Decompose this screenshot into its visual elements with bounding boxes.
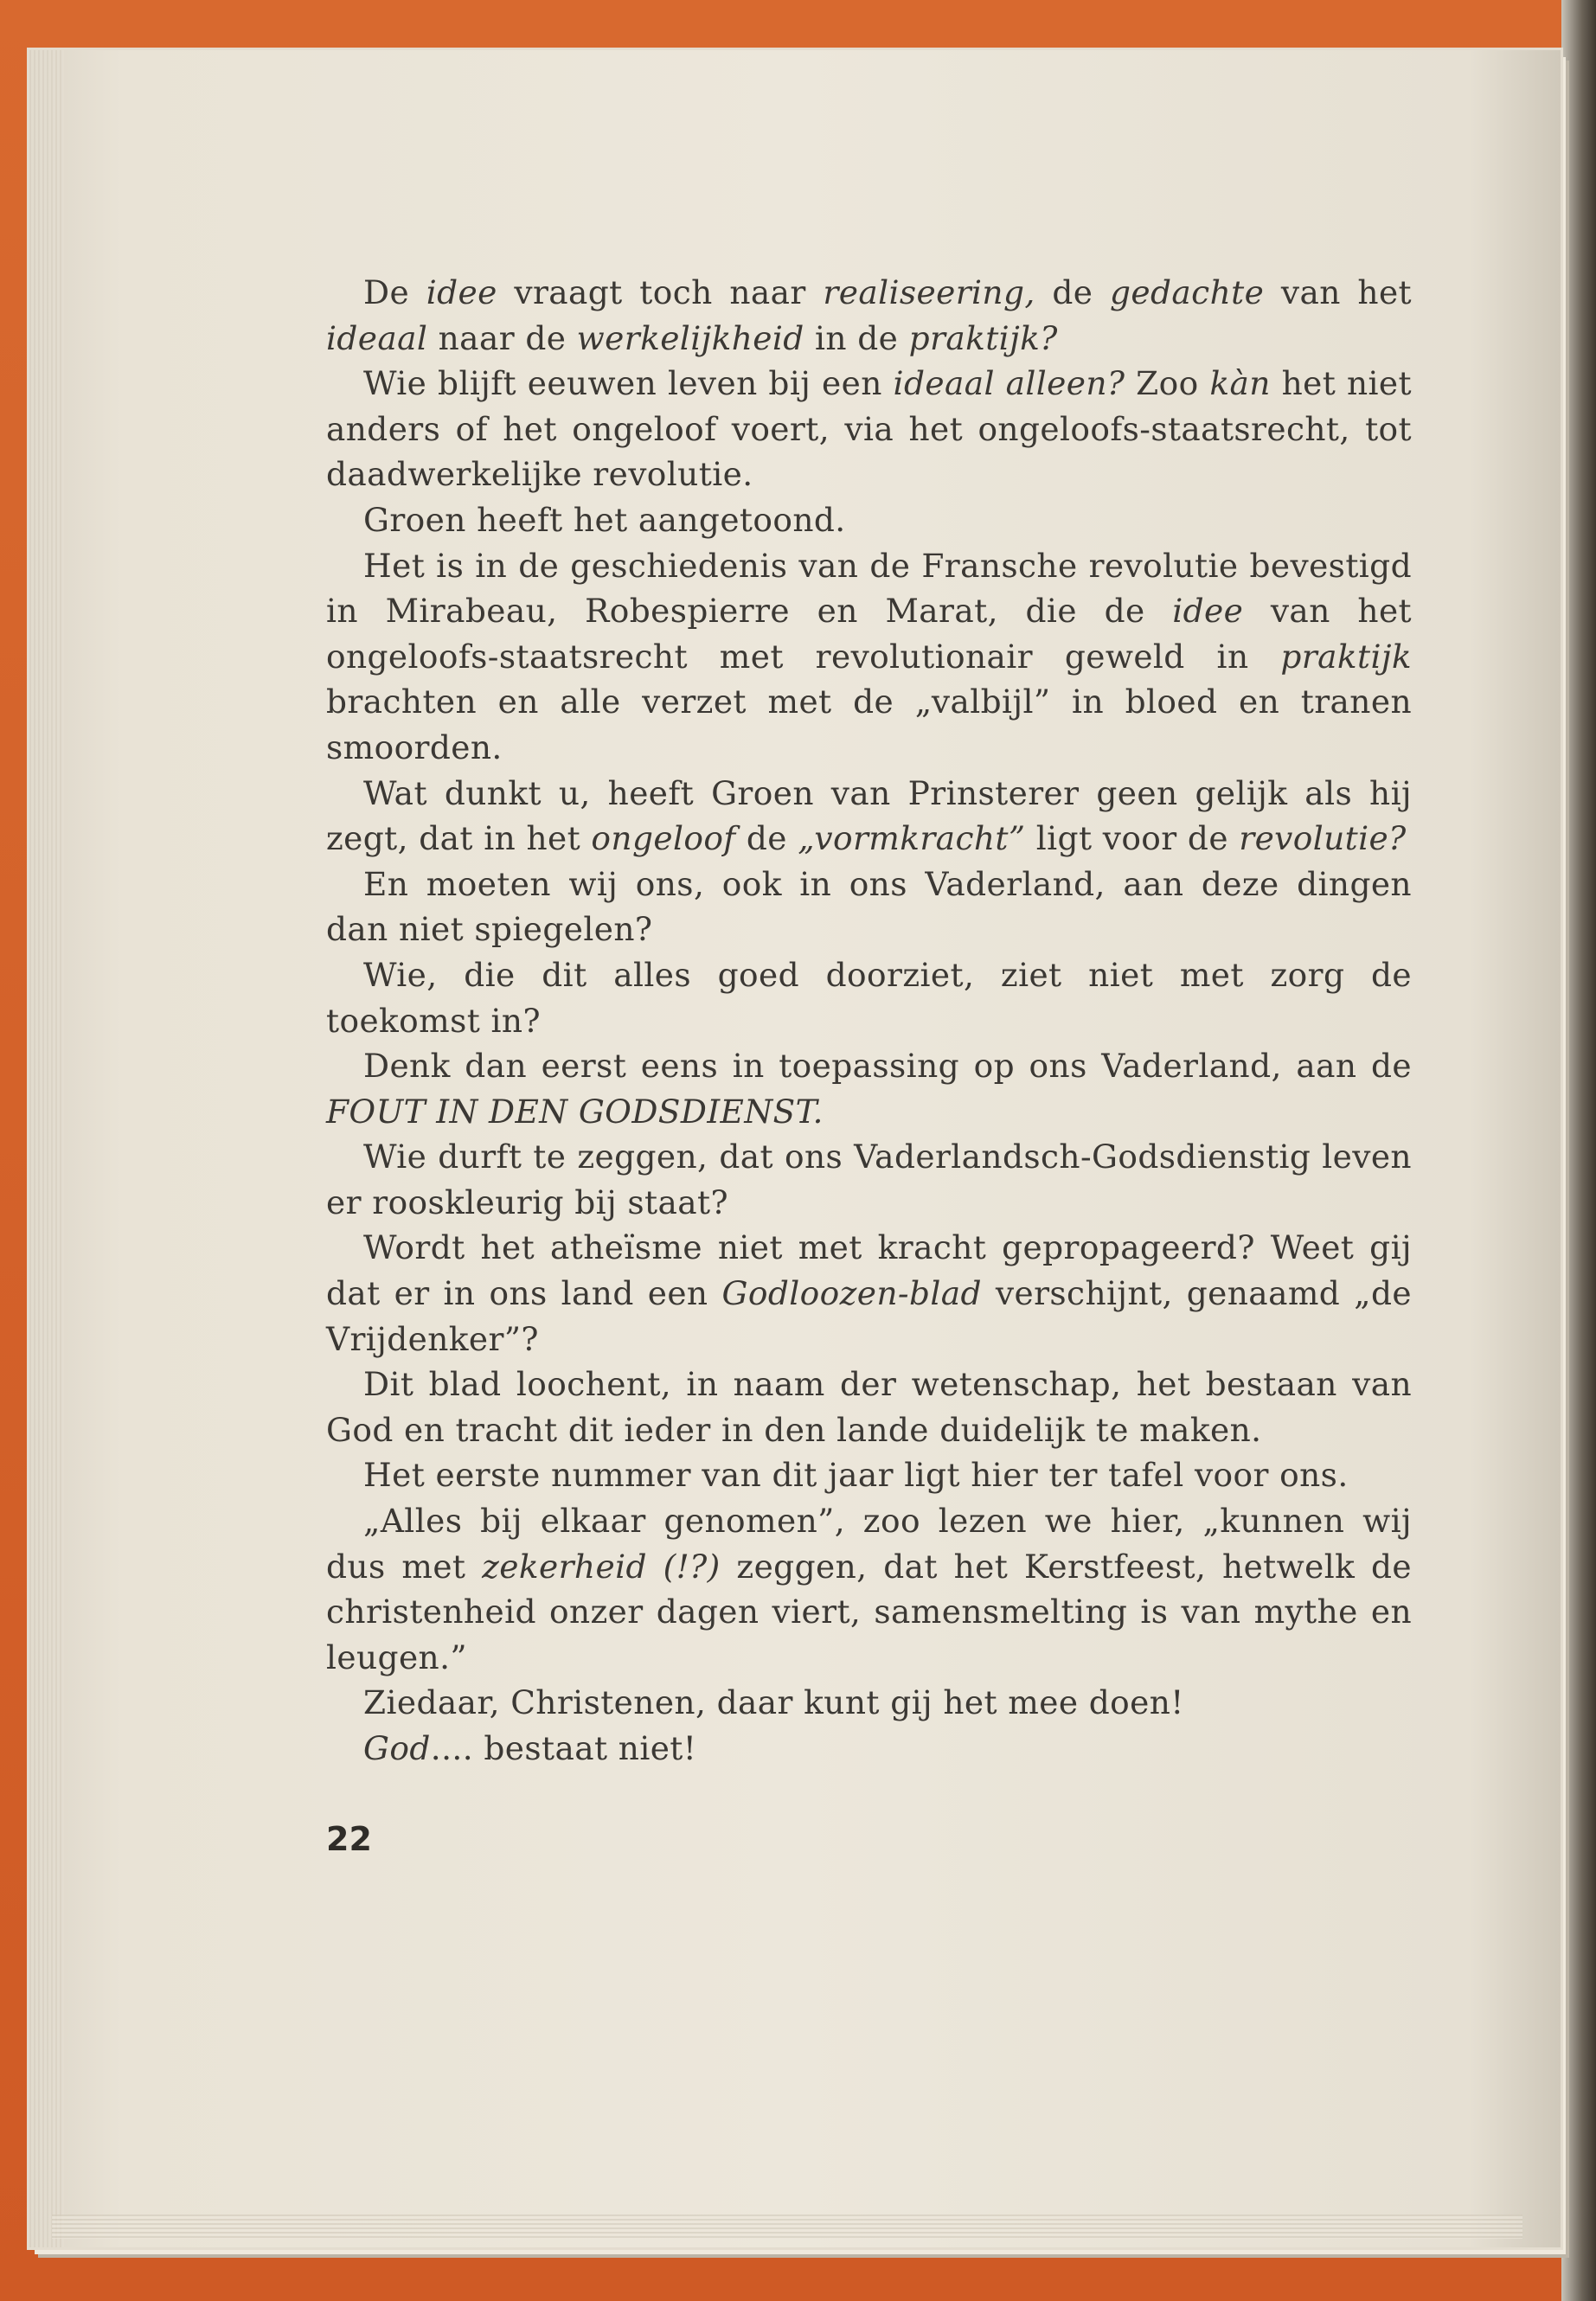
body-text: [326, 270, 1412, 1772]
text-run: naar de: [427, 318, 577, 357]
italic-run: God: [363, 1729, 431, 1767]
paragraph: [326, 1726, 1412, 1772]
paragraph: [326, 1452, 1412, 1498]
italic-run: realiseering,: [823, 273, 1035, 311]
text-run: Groen heeft het aangetoond.: [363, 500, 846, 539]
italic-run: praktijk?: [908, 318, 1058, 357]
text-run: Wie blijft eeuwen leven bij een: [363, 364, 894, 403]
text-run: Denk dan eerst eens in toepassing op ons Vaderland, aan de: [363, 1047, 1412, 1086]
paragraph: [326, 1498, 1412, 1680]
italic-run: ongeloof: [591, 819, 736, 858]
text-run: het niet anders of het ongeloof voert, via het ongeloofs-staatsrecht, tot daadwerkelijke revolutie.: [326, 364, 1412, 494]
text-run: van het ongeloofs-staatsrecht met revolutionair geweld in: [326, 592, 1413, 676]
paragraph: [326, 1362, 1412, 1452]
text-run: Ziedaar, Christenen, daar kunt gij het mee doen!: [363, 1683, 1184, 1722]
text-run: Zoo: [1125, 364, 1210, 403]
italic-run: revolutie?: [1239, 819, 1407, 858]
italic-run: praktijk: [1280, 637, 1412, 676]
text-run: En moeten wij ons, ook in ons Vaderland, aan deze dingen dan niet spiegelen?: [326, 864, 1412, 949]
text-run: Het eerste nummer van dit jaar ligt hier ter tafel voor ons.: [363, 1456, 1349, 1495]
italic-run: ideaal alleen?: [893, 364, 1125, 403]
text-run: brachten en alle verzet met de „valbijl” in bloed en tranen smoorden.: [326, 683, 1412, 766]
italic-run: idee: [426, 273, 497, 311]
italic-run: werkelijkheid: [576, 318, 804, 357]
text-run: „Alles bij elkaar genomen”, zoo lezen we hier, „kunnen wij dus met: [326, 1502, 1412, 1586]
paragraph: [326, 862, 1412, 952]
paragraph: [326, 497, 1412, 543]
italic-run: ideaal: [326, 318, 428, 357]
paragraph: [326, 1680, 1412, 1726]
text-run: de: [735, 819, 798, 858]
paragraph: [326, 543, 1412, 771]
text-run: zeggen, dat het Kerstfeest, hetwelk de christenheid onzer dagen viert, samensmelting is van mythe en leugen.”: [326, 1547, 1413, 1676]
italic-run: idee: [1172, 592, 1244, 631]
text-run: Wie durft te zeggen, dat ons Vaderlandsch-Godsdienstig leven er rooskleurig bij staat?: [326, 1138, 1412, 1221]
text-run: Wordt het atheïsme niet met kracht gepropageerd? Weet gij dat er in ons land een: [326, 1228, 1412, 1313]
italic-run: „vormkracht”: [798, 819, 1026, 858]
text-run: Wie, die dit alles goed doorziet, ziet niet met zorg de toekomst in?: [326, 955, 1412, 1040]
paragraph: [326, 361, 1412, 497]
text-run: verschijnt, genaamd „de Vrijdenker”?: [326, 1274, 1413, 1358]
book-spine-edge: [1561, 0, 1596, 2301]
paragraph: [326, 771, 1412, 862]
italic-run: Godloozen-blad: [721, 1274, 982, 1313]
italic-run: FOUT IN DEN GODSDIENST.: [326, 1092, 824, 1131]
text-run: van het: [1264, 273, 1413, 311]
page-stack-edge-bottom: [52, 2214, 1522, 2239]
paragraph: [326, 1225, 1412, 1362]
text-run: ligt voor de: [1025, 819, 1240, 858]
paragraph: [326, 1043, 1412, 1134]
italic-run: zekerheid (!?): [482, 1547, 721, 1586]
text-run: Wat dunkt u, heeft Groen van Prinsterer geen gelijk als hij zegt, dat in het: [326, 773, 1412, 858]
italic-run: gedachte: [1110, 273, 1265, 311]
text-run: De: [363, 273, 426, 311]
paragraph: [326, 1134, 1412, 1225]
text-run: Het is in de geschiedenis van de Fransche revolutie bevestigd in Mirabeau, Robespierre en Marat, die de: [326, 546, 1412, 631]
text-run: Dit blad loochent, in naam der wetenschap, het bestaan van God en tracht dit ieder in den lande duidelijk te maken.: [326, 1365, 1412, 1449]
paragraph: [326, 270, 1412, 361]
text-run: de: [1035, 273, 1111, 311]
italic-run: kàn: [1209, 364, 1271, 403]
page-number: 22: [326, 1820, 372, 1858]
text-run: .... bestaat niet!: [430, 1729, 697, 1767]
text-run: vraagt toch naar: [497, 273, 824, 311]
page-stack-edge-left: [29, 50, 64, 2247]
text-run: in de: [804, 318, 909, 357]
paragraph: [326, 952, 1412, 1043]
